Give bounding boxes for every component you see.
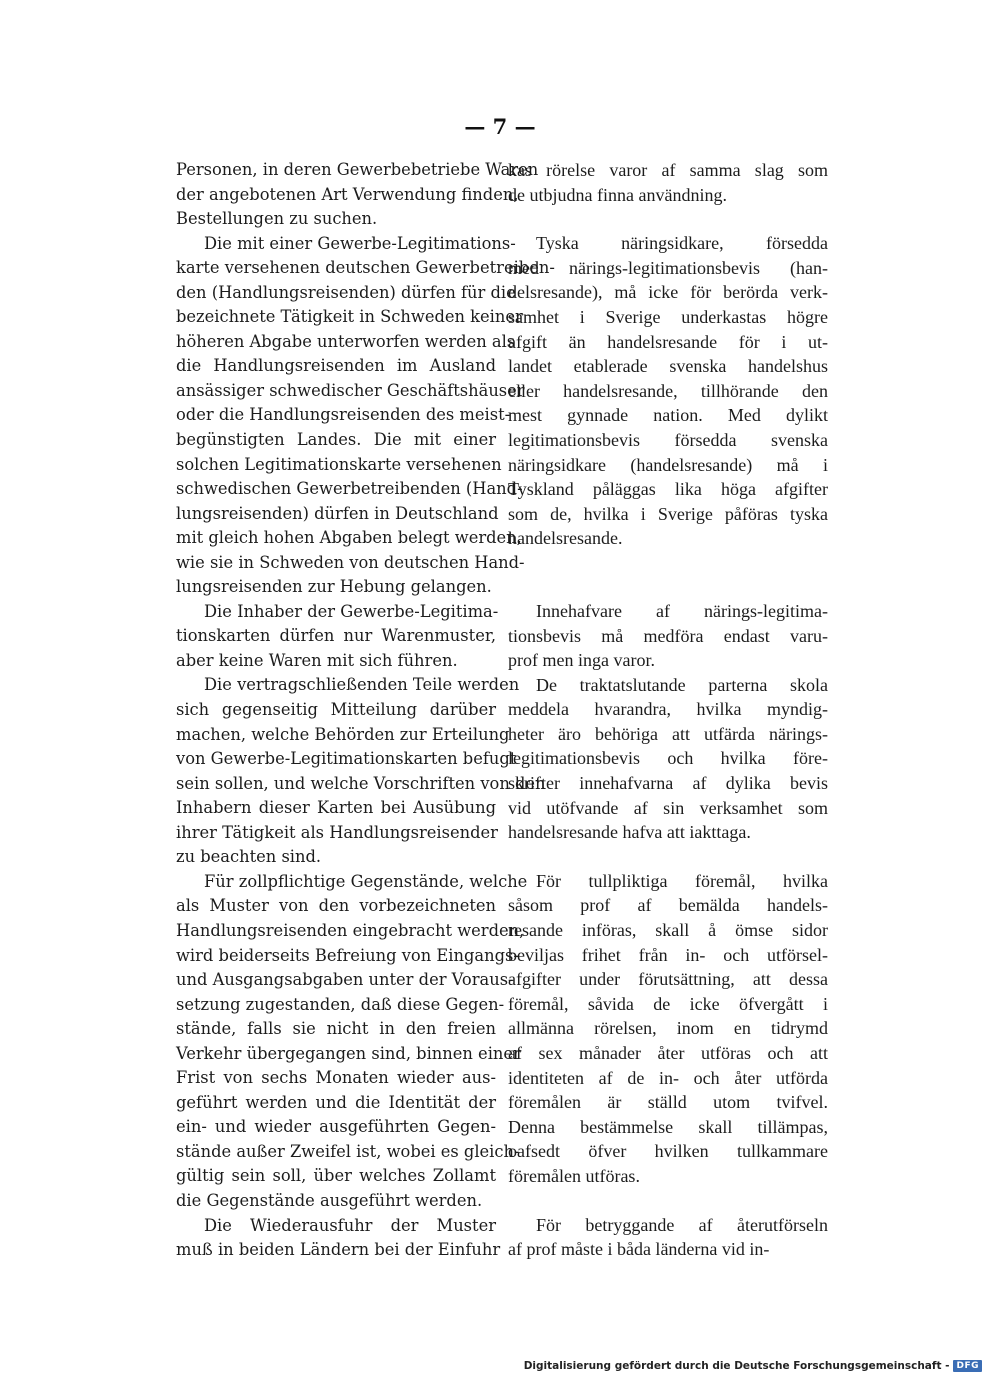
- text-line: samhet i Sverige underkastas högre: [508, 306, 828, 327]
- text-line: den (Handlungsreisenden) dürfen für die: [176, 282, 516, 302]
- text-line: der angebotenen Art Verwendung finden,: [176, 184, 519, 204]
- text-line: ein- und wieder ausgeführten Gegen-: [176, 1117, 496, 1137]
- text-line: de utbjudna finna användning.: [508, 184, 727, 205]
- text-line: sich gegenseitig Mitteilung darüber: [176, 700, 496, 720]
- text-line: skrifter innehafvarna af dylika bevis: [508, 773, 828, 794]
- paragraph: [176, 870, 528, 1214]
- text-line: wird beiderseits Befreiung von Eingangs-: [176, 945, 519, 965]
- text-line: zu beachten sind.: [176, 847, 322, 867]
- text-line: heter äro behöriga att utfärda närings-: [508, 723, 828, 744]
- text-line: Die vertragschließenden Teile werden: [204, 675, 520, 695]
- text-line: såsom prof af bemälda handels-: [508, 895, 828, 916]
- text-line: aber keine Waren mit sich führen.: [176, 650, 458, 670]
- text-line: solchen Legitimationskarte versehenen: [176, 454, 502, 474]
- text-line: af sex månader åter utföras och att: [508, 1043, 828, 1063]
- footer-text: Digitalisierung gefördert durch die Deutsche Forschungsgemeinschaft -: [523, 1360, 950, 1372]
- paragraph: [508, 599, 828, 673]
- text-line: als Muster von den vorbezeichneten: [176, 896, 496, 916]
- text-line: afgifter under förutsättning, att dessa: [508, 969, 828, 990]
- paragraph: [176, 673, 546, 869]
- text-line: geführt werden und die Identität der: [176, 1092, 496, 1112]
- text-line: Bestellungen zu suchen.: [176, 209, 378, 229]
- text-line: För betryggande af återutförseln: [536, 1214, 828, 1235]
- text-line: begünstigten Landes. Die mit einer: [176, 430, 496, 450]
- paragraph-gap: [508, 551, 828, 599]
- paragraph: [508, 158, 828, 207]
- paragraph: [508, 1213, 828, 1262]
- text-line: näringsidkare (handelsresande) må i: [508, 454, 828, 475]
- text-line: schwedischen Gewerbetreibenden (Hand-: [176, 479, 523, 499]
- text-line: Für zollpflichtige Gegenstände, welche: [204, 871, 528, 891]
- text-line: lungsreisenden) dürfen in Deutschland: [176, 503, 499, 523]
- text-line: Frist von sechs Monaten wieder aus-: [176, 1068, 496, 1088]
- text-line: För tullpliktiga föremål, hvilka: [536, 870, 828, 891]
- text-line: stände außer Zweifel ist, wobei es gleich-: [176, 1141, 520, 1161]
- text-line: Die Inhaber der Gewerbe-Legitima-: [204, 601, 499, 621]
- footer-credit: [524, 1360, 982, 1372]
- text-line: af prof måste i båda länderna vid in-: [508, 1239, 770, 1260]
- text-line: eller handelsresande, tillhörande den: [508, 380, 828, 401]
- text-line: setzung zugestanden, daß diese Gegen-: [176, 994, 505, 1014]
- text-line: kas rörelse varor af samma slag som: [508, 160, 828, 180]
- text-line: som de, hvilka i Sverige påföras tyska: [508, 503, 828, 524]
- paragraph: [176, 600, 499, 674]
- text-line: Inhabern dieser Karten bei Ausübung: [176, 798, 496, 818]
- text-line: legitimationsbevis försedda svenska: [508, 429, 828, 450]
- text-line: meddela hvarandra, hvilka myndig-: [508, 699, 828, 720]
- text-line: delsresande), må icke för berörda verk-: [508, 282, 828, 303]
- text-line: muß in beiden Ländern bei der Einfuhr: [176, 1240, 501, 1260]
- text-line: höheren Abgabe unterworfen werden als: [176, 331, 516, 351]
- text-line: ansässiger schwedischer Geschäftshäuser: [176, 380, 525, 400]
- text-line: bezeichnete Tätigkeit in Schweden keiner: [176, 307, 523, 327]
- text-line: machen, welche Behörden zur Erteilung: [176, 724, 510, 744]
- text-line: Handlungsreisenden eingebracht werden,: [176, 920, 525, 940]
- text-line: Tyska näringsidkare, försedda: [536, 233, 828, 254]
- paragraph: [176, 1214, 501, 1263]
- text-line: die Handlungsreisenden im Ausland: [176, 356, 496, 376]
- text-line: vid utöfvande af sin verksamhet som: [508, 797, 828, 818]
- text-line: sein sollen, und welche Vorschriften von den: [176, 773, 546, 793]
- paragraph: [508, 231, 828, 551]
- text-line: gültig sein soll, über welches Zollamt: [176, 1166, 496, 1186]
- german-column: [176, 158, 555, 1263]
- text-line: wie sie in Schweden von deutschen Hand-: [176, 552, 525, 572]
- text-line: Die Wiederausfuhr der Muster: [204, 1215, 496, 1235]
- paragraph-gap: [508, 1189, 828, 1213]
- text-line: stände, falls sie nicht in den freien: [176, 1019, 496, 1039]
- text-line: Personen, in deren Gewerbebetriebe Waren: [176, 160, 539, 179]
- text-line: beviljas frihet från in- och utförsel-: [508, 944, 828, 965]
- paragraph-gap: [508, 845, 828, 869]
- text-line: mest gynnade nation. Med dylikt: [508, 405, 828, 426]
- text-line: tionsbevis må medföra endast varu-: [508, 625, 828, 646]
- text-line: föremål, såvida de icke öfvergått i: [508, 993, 828, 1014]
- text-line: identiteten af de in- och åter utförda: [508, 1067, 828, 1088]
- paragraph: [508, 673, 828, 845]
- text-line: lungsreisenden zur Hebung gelangen.: [176, 577, 492, 597]
- text-line: von Gewerbe-Legitimationskarten befugt: [176, 749, 517, 769]
- paragraph: [508, 869, 828, 1189]
- text-line: oder die Handlungsreisenden des meist-: [176, 405, 511, 425]
- text-line: föremålen utföras.: [508, 1165, 640, 1186]
- text-line: ihrer Tätigkeit als Handlungsreisender: [176, 822, 498, 842]
- text-line: De traktatslutande parterna skola: [536, 674, 828, 695]
- swedish-column: [508, 158, 828, 1262]
- text-line: prof men inga varor.: [508, 650, 655, 671]
- text-line: resande införas, skall å ömse sidor: [508, 920, 828, 941]
- text-line: Tyskland påläggas lika höga afgifter: [508, 479, 828, 500]
- text-line: mit gleich hohen Abgaben belegt werden,: [176, 528, 522, 548]
- text-line: Innehafvare af närings-legitima-: [536, 600, 828, 621]
- text-line: handelsresande hafva att iakttaga.: [508, 822, 751, 843]
- text-line: föremålen är ställd utom tvifvel.: [508, 1092, 828, 1113]
- text-line: legitimationsbevis och hvilka före-: [508, 748, 828, 769]
- text-line: Denna bestämmelse skall tillämpas,: [508, 1116, 828, 1137]
- paragraph-gap: [508, 207, 828, 231]
- text-line: landet etablerade svenska handelshus: [508, 356, 828, 377]
- page-number: — 7 —: [464, 114, 536, 139]
- paragraph: [176, 232, 555, 600]
- text-line: und Ausgangsabgaben unter der Voraus-: [176, 970, 514, 990]
- dfg-logo: DFG: [953, 1360, 982, 1372]
- text-line: med närings-legitimationsbevis (han-: [508, 257, 828, 278]
- text-line: Die mit einer Gewerbe-Legitimations-: [204, 233, 516, 253]
- text-line: tionskarten dürfen nur Warenmuster,: [176, 626, 496, 646]
- text-line: handelsresande.: [508, 528, 623, 549]
- text-line: karte versehenen deutschen Gewerbetreiben-: [176, 258, 555, 278]
- text-line: afgift än handelsresande för i ut-: [508, 331, 828, 352]
- text-line: allmänna rörelsen, inom en tidrymd: [508, 1018, 828, 1039]
- paragraph: [176, 158, 539, 232]
- text-line: oafsedt öfver hvilken tullkammare: [508, 1141, 828, 1162]
- text-line: die Gegenstände ausgeführt werden.: [176, 1190, 483, 1210]
- text-line: Verkehr übergegangen sind, binnen einer: [176, 1043, 521, 1063]
